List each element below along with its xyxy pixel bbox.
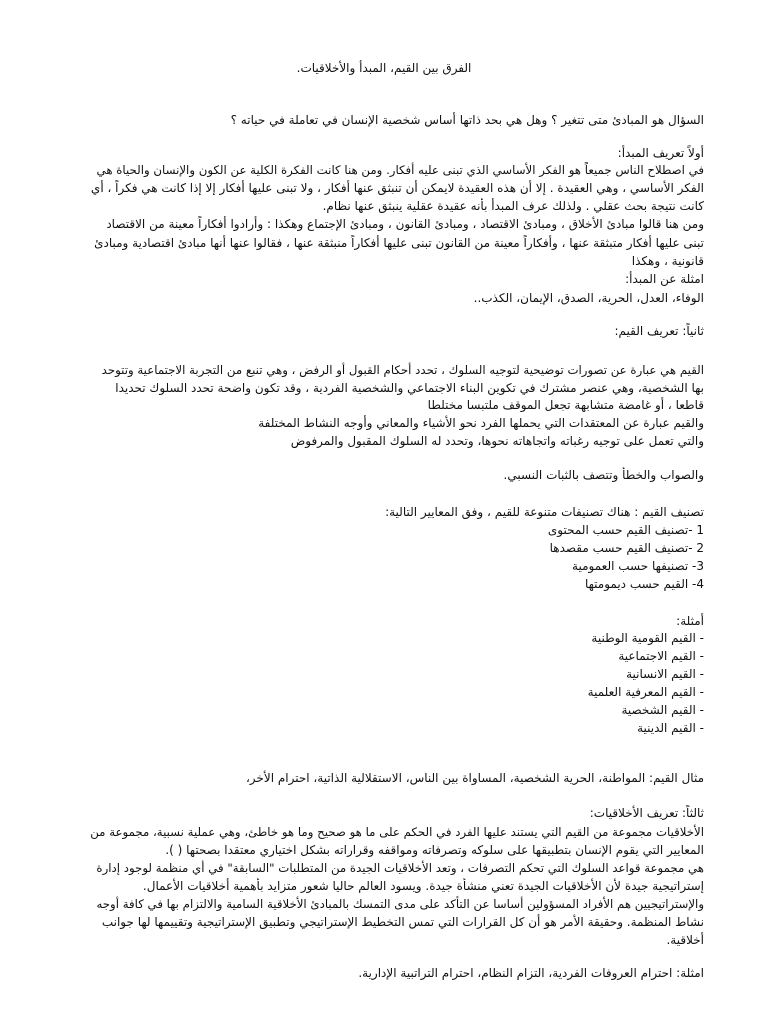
values-line: قاطعا ، أو غامضة متشابهة تجعل الموقف ملتبسا مختلطا [427,398,704,412]
principle-line: الفكر الأساسي ، وهي العقيدة . إلا أن هذه العقيدة لايمكن أن تنبثق عنها أفكار ، ولا تبنى عليها أفكار إلا إذا كانت هي فكراً ، أي [90,181,704,195]
values-examples-heading: أمثلة: [676,614,704,628]
values-example-item: - القيم الشخصية [621,703,704,717]
ethics-examples: امثلة: احترام العروفات الفردية، التزام النظام، احترام التراتبية الإدارية. [358,966,704,980]
values-example-item: - القيم الدينية [637,721,704,735]
classification-item: 4- القيم حسب ديمومتها [584,577,704,591]
classification-intro: تصنيف القيم : هناك تصنيفات متنوعة للقيم ، وفق المعايير التالية: [385,505,704,519]
principle-line: في اصطلاح الناس جميعاً هو الفكر الأساسي الذي تبنى عليه أفكار. ومن هنا كانت الفكرة الكلية عن الكون والإنسان والحياة هي [96,163,704,177]
values-line: بها الشخصية، وهي عنصر مشترك في تكوين البناء الاجتماعي والشخصية الفردية ، وقد تكون واضحة تحدد السلوك تحديدا [115,381,704,395]
values-example-item: - القيم القومية الوطنية [591,631,704,645]
values-heading: ثانياً: تعريف القيم: [614,324,704,338]
values-example-item: - القيم الانسانية [626,667,704,681]
values-extra: والصواب والخطأ وتتصف بالثبات النسبي. [503,468,704,482]
values-line: والتي تعمل على توجيه رغباته واتجاهاته نحوها، وتحدد له السلوك المقبول والمرفوض [290,434,704,448]
ethics-line: إستراتيجية جيدة لأن الأخلاقيات الجيدة تعني منشأة جيدة. ويسود العالم حاليا شعور متزايد بأهمية أخلاقيات الأعمال. [142,879,704,893]
ethics-line: نشاط المنظمة. وحقيقة الأمر هو أن كل القرارات التي تمس التخطيط الإستراتيجي وتطبيق الإستراتيجية وتقييمها لها جوانب [101,915,704,929]
ethics-heading: ثالثاً: تعريف الأخلاقيات: [589,806,704,820]
question-line: السؤال هو المبادئ متى تتغير ؟ وهل هي بحد ذاتها أساس شخصية الإنسان في تعاملة في حياته ؟ [230,113,704,127]
document-title: الفرق بين القيم، المبدأ والأخلاقيات. [296,61,472,75]
ethics-line: الأخلاقيات مجموعة من القيم التي يستند عليها الفرد في الحكم على ما هو صحيح وما هو خاطئ، وهي عملية نسبية، مجموعة من [90,825,704,839]
principle-heading: أولاً تعريف المبدأ: [617,146,704,160]
classification-item: 2 -تصنيف القيم حسب مقصدها [549,541,704,555]
classification-item: 1 -تصنيف القيم حسب المحتوى [547,523,704,537]
principle-examples: الوفاء، العدل، الحرية، الصدق، الإيمان، الكذب.. [473,291,704,305]
principle-examples-heading: امثلة عن المبدأ: [625,272,704,286]
values-line: القيم هي عبارة عن تصورات توضيحية لتوجيه السلوك ، تحدد أحكام القبول أو الرفض ، وهي تنبع من التجربة الاجتماعية وتتوحد [101,363,704,377]
principle-line: كانت نتيجة بحث عقلي . ولذلك عرف المبدأ بأنه عقيدة عقلية ينبثق عنها نظام. [322,199,704,213]
ethics-line: والإستراتيجيين هم الأفراد المسؤولين أساسا عن التأكد على مدى التمسك بالمبادئ الأخلاقية السامية والالتزام بها في كافة أوجه [96,897,704,911]
classification-item: 3- تصنيفها حسب العمومية [572,559,704,573]
values-line: والقيم عبارة عن المعتقدات التي يحملها الفرد نحو الأشياء والمعاني وأوجه النشاط المختلفة [258,416,704,430]
values-example-item: - القيم الاجتماعية [618,649,704,663]
principle-line: قانونية ، وهكذا [631,254,704,268]
ethics-line: هي مجموعة قواعد السلوك التي تحكم التصرفات ، وتعد الأخلاقيات الجيدة من المتطلبات "السابقة" في أي منظمة لوجود إدارة [96,861,704,875]
values-example-sentence: مثال القيم: المواطنة، الحرية الشخصية، المساواة بين الناس، الاستقلالية الذاتية، احترام الأخر، [245,771,704,785]
ethics-line: أخلاقية. [666,933,704,947]
values-example-item: - القيم المعرفية العلمية [587,685,704,699]
principle-line: ومن هنا قالوا مبادئ الأخلاق ، ومبادئ الاقتصاد ، ومبادئ القانون ، ومبادئ الإجتماع وهكذا : وأرادوا أفكاراً معينة من الاقتصاد [106,217,704,231]
ethics-line: المعايير التي يقوم الإنسان بتطبيقها على سلوكه وتصرفاته ومواقفه وقراراته بشكل اختياري معتقدا بصحتها ( ). [165,843,704,857]
principle-line: تبنى عليها أفكار متبثقة عنها ، وأفكاراً معينة من القانون تبنى عليها أفكاراً منبثقة عنها ، فقالوا عنها أنها مبادئ اقتصادية ومبادئ [94,236,704,250]
